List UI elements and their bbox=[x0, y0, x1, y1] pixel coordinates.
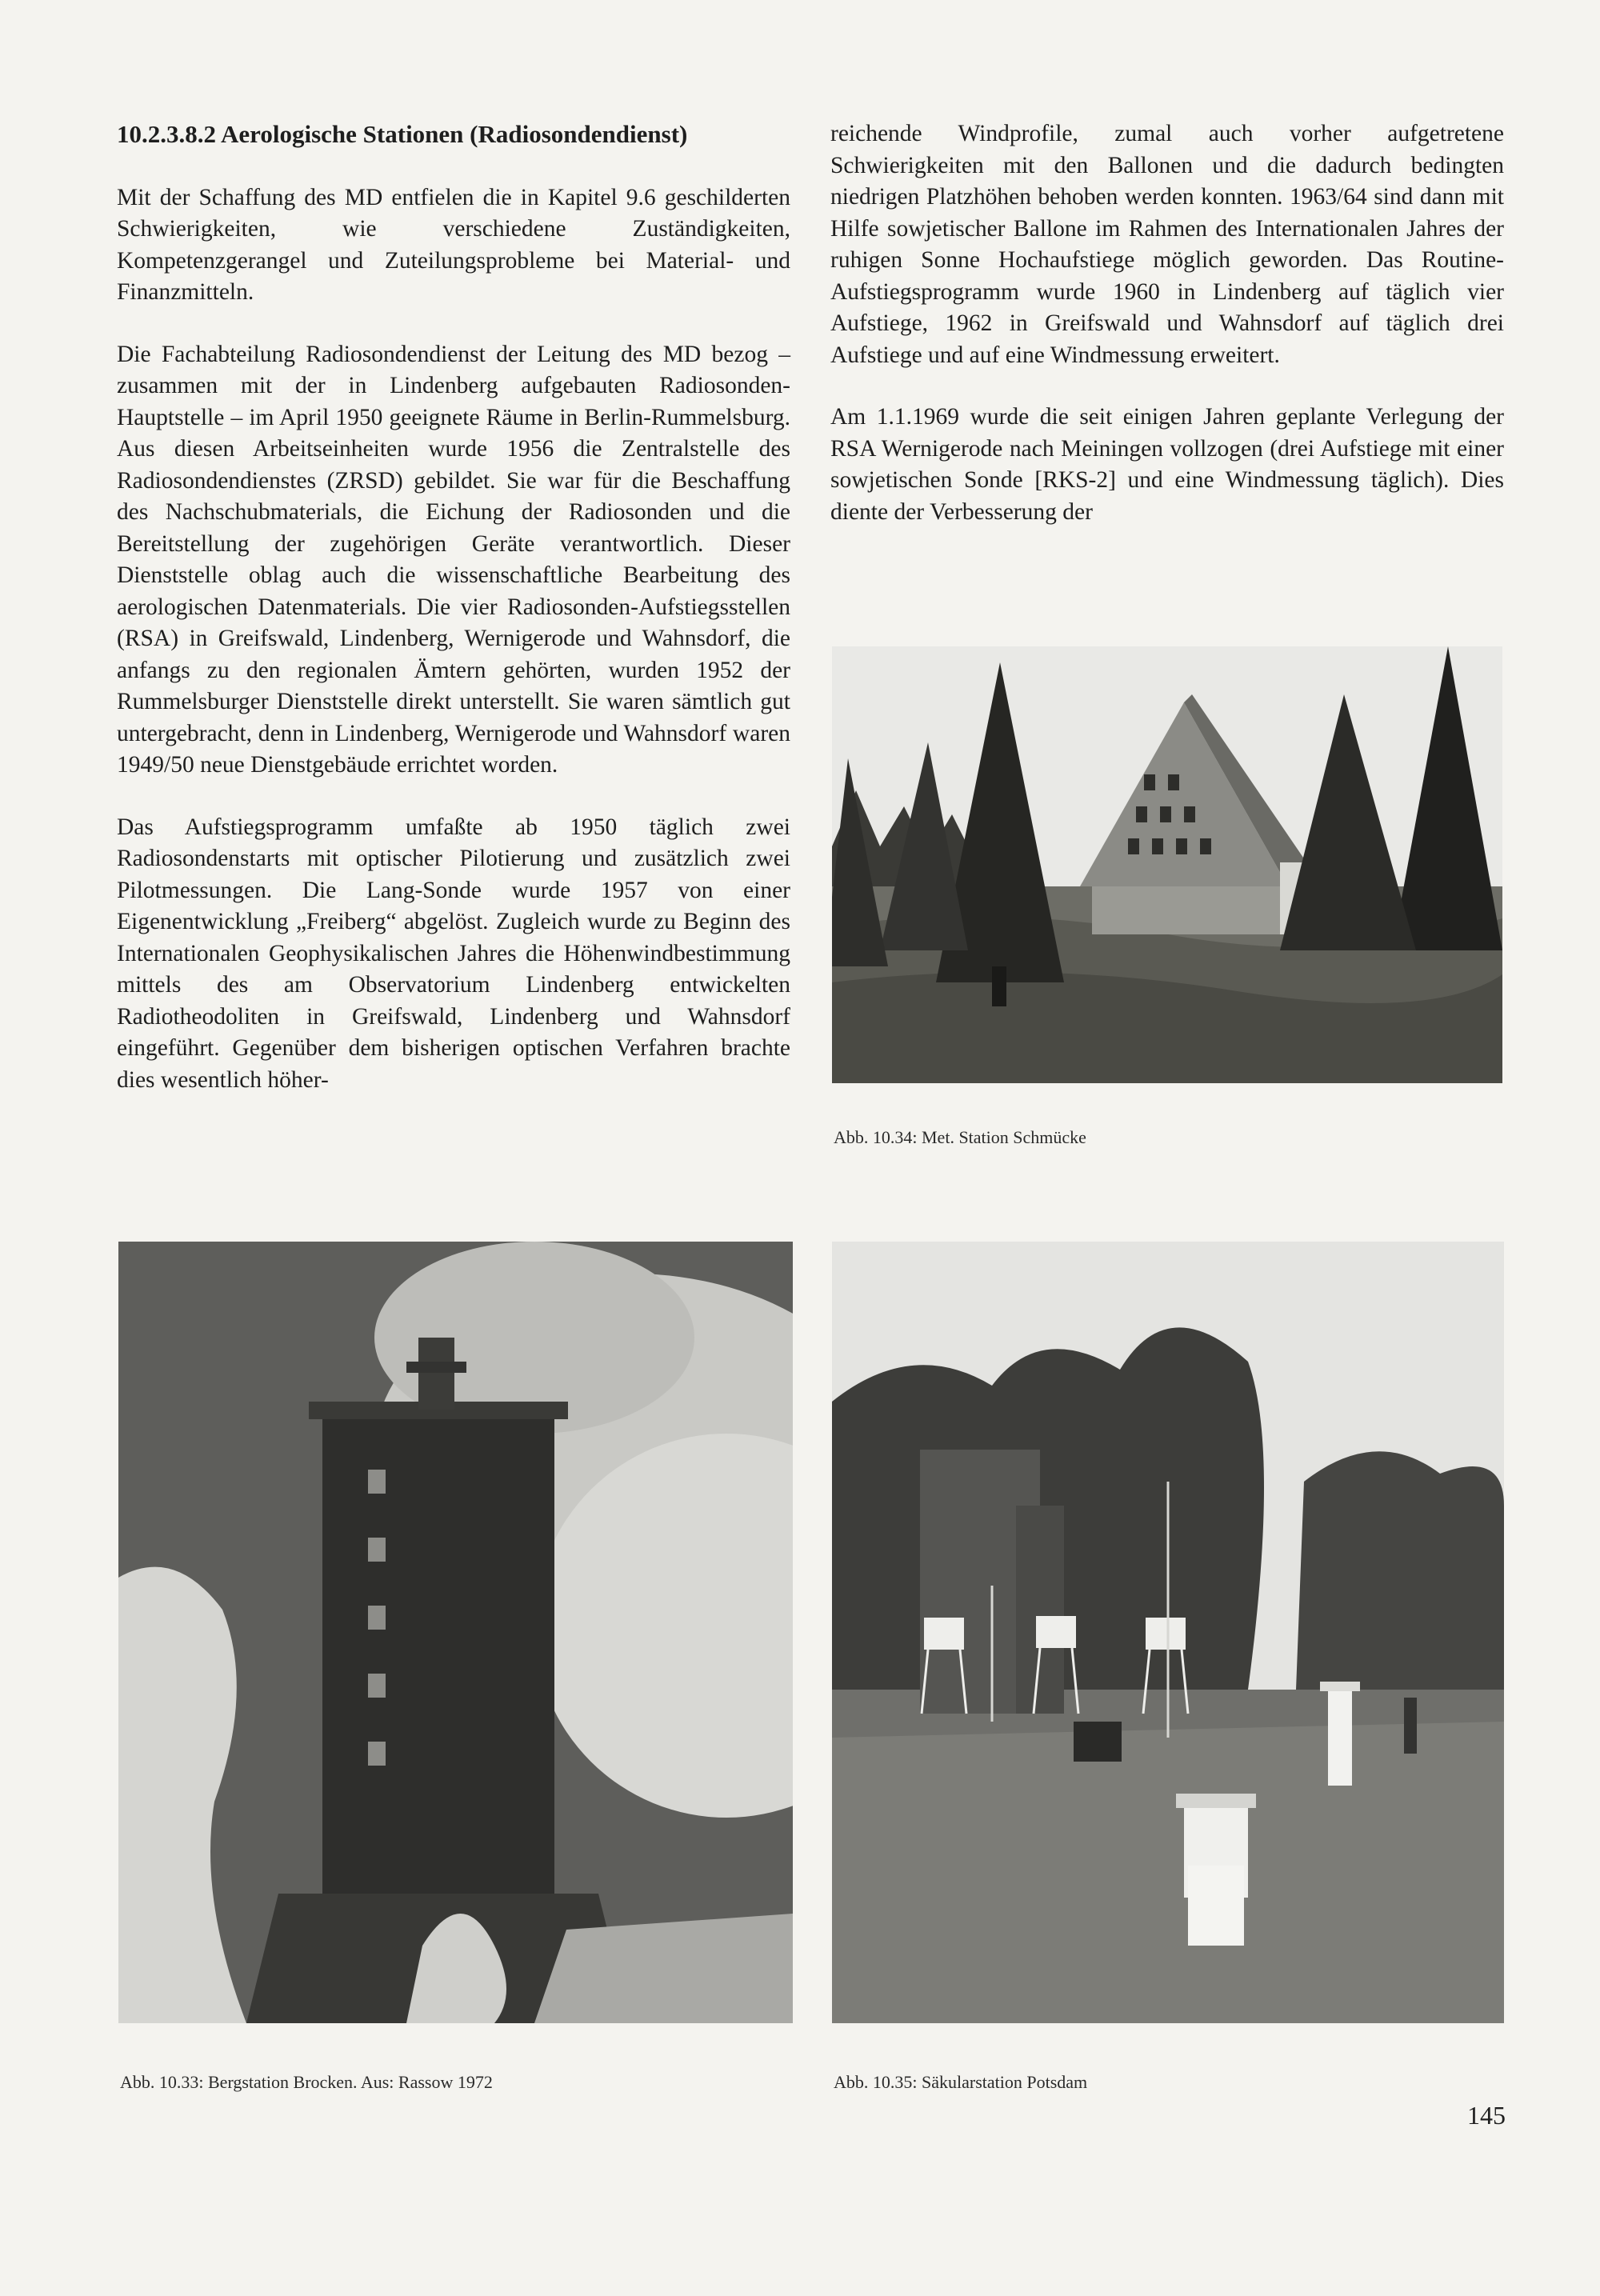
caption-potsdam: Abb. 10.35: Säkularstation Potsdam bbox=[834, 2072, 1088, 2092]
paragraph: Die Fachabteilung Radiosondendienst der Leitung des MD bezog – zusammen mit der in Lindenberg aufgebauten Radiosonden-Hauptstelle – im April 1950 geeignete Räume in Berlin-Rummelsburg. Aus diesen Arbeitseinheiten wurde 1956 die Zentralstelle des Radiosondendienstes (ZRSD) gebildet. Sie war für die Beschaffung des Nachschubmaterials, die Eichung der Radiosonden und die Bereitstellung der zugehörigen Geräte verantwortlich. Dieser Dienststelle oblag auch die wissenschaftliche Bearbeitung des aerologischen Datenmaterials. Die vier Radiosonden-Aufstiegsstellen (RSA) in Greifswald, Lindenberg, Wernigerode und Wahnsdorf, die anfangs zu den regionalen Ämtern gehörten, wurden 1952 der Rummelsburger Dienststelle direkt unterstellt. Sie waren sämtlich gut untergebracht, denn in Lindenberg, Wernigerode und Wahnsdorf waren 1949/50 neue Dienstgebäude errichtet worden. bbox=[117, 341, 790, 778]
right-column bbox=[830, 118, 1504, 558]
caption-brocken: Abb. 10.33: Bergstation Brocken. Aus: Rassow 1972 bbox=[120, 2072, 493, 2092]
photo-schmuecke-graphic bbox=[832, 646, 1502, 1083]
section-heading: 10.2.3.8.2 Aerologische Stationen (Radiosondendienst) bbox=[117, 120, 688, 148]
photo-potsdam-graphic bbox=[832, 1242, 1504, 2023]
paragraph: Das Aufstiegsprogramm umfaßte ab 1950 täglich zwei Radiosondenstarts mit optischer Pilotierung und zusätzlich zwei Pilotmessungen. Die Lang-Sonde wurde 1957 von einer Eigenentwicklung „Freiberg“ abgelöst. Zugleich wurde zu Beginn des Internationalen Geophysikalischen Jahres die Höhenwindbestimmung mittels des am Observatorium Lindenberg entwickelten Radiotheodoliten in Greifswald, Lindenberg und Wahnsdorf eingeführt. Gegenüber dem bisherigen optischen Verfahren brachte dies wesentlich höher- bbox=[117, 814, 790, 1093]
photo-brocken bbox=[118, 1242, 793, 2023]
caption-schmuecke: Abb. 10.34: Met. Station Schmücke bbox=[834, 1127, 1086, 1147]
left-column bbox=[117, 118, 790, 1126]
photo-brocken-graphic bbox=[118, 1242, 793, 2023]
photo-potsdam bbox=[832, 1242, 1504, 2023]
page-number: 145 bbox=[1467, 2101, 1506, 2130]
paragraph: Mit der Schaffung des MD entfielen die in Kapitel 9.6 geschilderten Schwierigkeiten, wie verschiedene Zuständigkeiten, Kompetenzgerangel und Zuteilungsprobleme bei Material- und Finanzmitteln. bbox=[117, 184, 790, 305]
paragraph: Am 1.1.1969 wurde die seit einigen Jahren geplante Verlegung der RSA Wernigerode nach Meiningen vollzogen (drei Aufstiege mit einer sowjetischen Sonde [RKS-2] und eine Windmessung täglich). Dies diente der Verbesserung der bbox=[830, 404, 1504, 525]
photo-schmuecke bbox=[832, 646, 1502, 1083]
paragraph: reichende Windprofile, zumal auch vorher aufgetretene Schwierigkeiten mit den Ballonen und die dadurch bedingten niedrigen Platzhöhen behoben werden konnten. 1963/64 sind dann mit Hilfe sowjetischer Ballone im Rahmen des Internationalen Jahres der ruhigen Sonne Hochaufstiege möglich geworden. Das Routine-Aufstiegsprogramm wurde 1960 in Lindenberg auf täglich vier Aufstiege, 1962 in Greifswald und Wahnsdorf auf täglich drei Aufstiege und auf eine Windmessung erweitert. bbox=[830, 121, 1504, 368]
